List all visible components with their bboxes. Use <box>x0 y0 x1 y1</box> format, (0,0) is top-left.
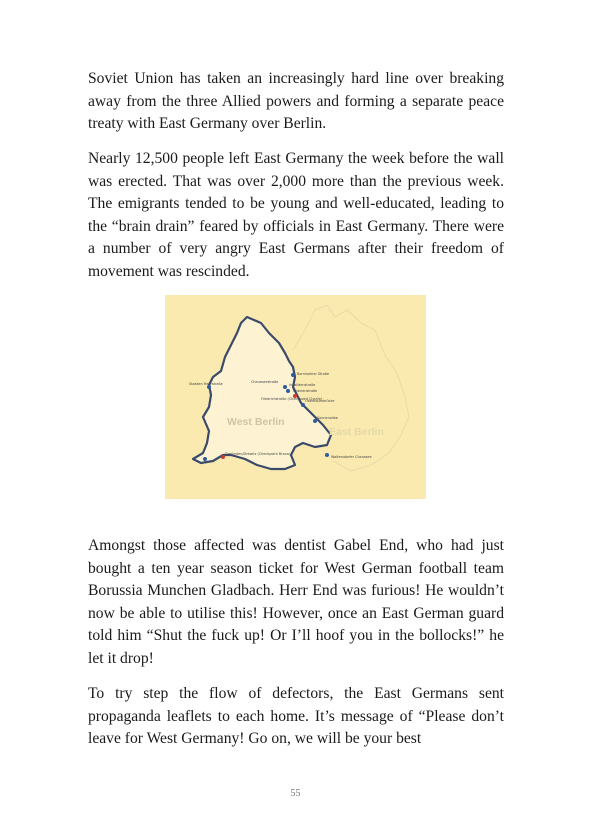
berlin-map <box>165 295 426 499</box>
checkpoint-marker <box>301 403 305 407</box>
checkpoint-label: Waltersdorfer Chaussee <box>331 455 372 459</box>
paragraph-emigration: Nearly 12,500 people left East Germany the week before the wall was erected. That was over 2,000 more than the previous week. The emigrants tended to be young and well-educated, leading to the “brain drain” feared by officials in East Germany. There were a number of very angry East Germans after their freedom of movement was rescinded. <box>88 150 504 280</box>
checkpoint-label: Chausseestraße <box>251 380 279 384</box>
west-berlin-label: West Berlin <box>227 416 285 428</box>
checkpoint-label: Staaken Heerstraße <box>189 382 223 386</box>
east-berlin-label: East Berlin <box>329 426 384 438</box>
checkpoint-label: Bornholmer Straße <box>297 372 330 376</box>
paragraph-gabel-end: Amongst those affected was dentist Gabel End, who had just bought a ten year season ticket for West German football team Borussia Munchen Gladbach. Herr End was furious! He wouldn’t now be able to utilise this! However, once an East German guard told him “Shut the fuck up! Or I’ll hoof you in the bollocks!” he let it drop! <box>88 537 504 667</box>
checkpoint-label: Oberbaumbrücke <box>305 399 335 403</box>
checkpoint-label: Dreilinden/Drewitz (Checkpoint Bravo) <box>225 452 291 456</box>
checkpoint-label: Friedrichstraße (Checkpoint Charlie) <box>261 397 323 401</box>
berlin-map-figure <box>165 295 426 499</box>
checkpoint-label: Sonnenallee <box>317 416 338 420</box>
checkpoint-marker <box>203 457 207 461</box>
paragraph-soviet-union: Soviet Union has taken an increasingly hard line over breaking away from the three Allied powers and forming a separate peace treaty with East Germany over Berlin. <box>88 70 504 132</box>
checkpoint-label: Invalidenstraße <box>289 383 316 387</box>
checkpoint-label: Oranienstraße <box>293 389 318 393</box>
checkpoint-marker <box>283 385 287 389</box>
checkpoint-marker <box>291 373 295 377</box>
paragraph-propaganda: To try step the flow of defectors, the East Germans sent propaganda leaflets to each home. It’s message of “Please don’t leave for West Germany! Go on, we will be your best <box>88 685 504 747</box>
page-number: 55 <box>290 788 301 799</box>
checkpoint-marker <box>286 389 290 393</box>
checkpoint-marker <box>325 453 329 457</box>
